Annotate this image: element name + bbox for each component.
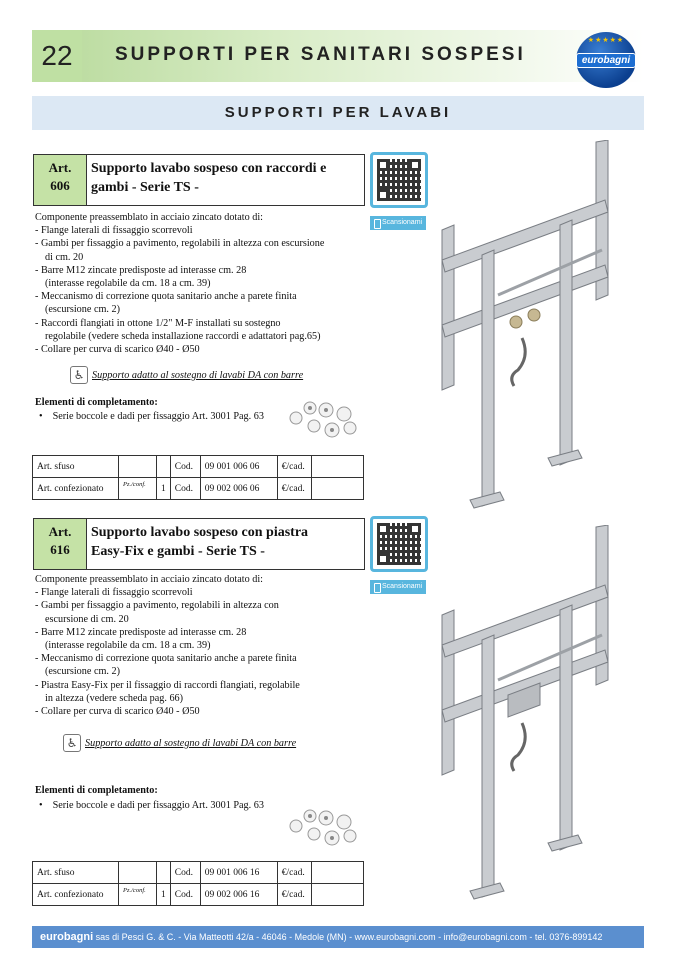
cell-price (311, 478, 363, 500)
desc-line: (escursione cm. 2) (45, 666, 120, 678)
support-frame-illustration (430, 140, 620, 515)
article-title-line1: Supporto lavabo sospeso con piastra (91, 525, 309, 540)
desc-line: regolabile (vedere scheda installazione raccordi e adattatori pag.65) (45, 330, 321, 342)
desc-line: di cm. 20 (45, 251, 84, 263)
article-number-box (34, 519, 87, 569)
article-description-616 (35, 573, 300, 718)
desc-line: - Raccordi flangiati in ottone 1/2" M-F installati su sostegno (35, 317, 281, 329)
wheelchair-icon: ♿ (70, 366, 88, 384)
completion-title: Elementi di completamento: (35, 785, 158, 796)
completion-item: • Serie boccole e dadi per fissaggio Art. 3001 Pag. 63 (35, 411, 264, 422)
article-label: Art. (48, 160, 72, 175)
article-number: 606 (50, 178, 70, 193)
cell-price (311, 456, 363, 478)
desc-line: - Collare per curva di scarico Ø40 - Ø50 (35, 706, 200, 718)
cell-pz: Pz./conf. (119, 478, 157, 500)
cell-cod: Cod. (170, 862, 200, 884)
cell-label: Art. sfuso (33, 862, 119, 884)
cell-qty: 1 (157, 884, 171, 906)
qr-block-606[interactable] (370, 152, 428, 230)
page-number: 22 (32, 30, 82, 82)
desc-line: - Barre M12 zincate predisposte ad interasse cm. 28 (35, 264, 247, 276)
desc-line: - Gambi per fissaggio a pavimento, regolabili in altezza con escursione (35, 238, 325, 250)
cell-price (311, 862, 363, 884)
desc-line: - Collare per curva di scarico Ø40 - Ø50 (35, 344, 200, 356)
scan-button[interactable]: Scansionami (370, 580, 426, 594)
cell-cod: Cod. (170, 884, 200, 906)
cell-unit: €/cad. (277, 478, 311, 500)
fittings-illustration (286, 806, 366, 850)
article-number: 616 (50, 542, 70, 557)
desc-line: - Barre M12 zincate predisposte ad interasse cm. 28 (35, 626, 247, 638)
eurobagni-logo (576, 32, 636, 88)
article-title (87, 519, 312, 569)
footer-contact: sas di Pesci G. & C. - Via Matteotti 42/a - 46046 - Medole (MN) - www.eurobagni.com - info@eurobagni.com - tel. 0376-899142 (93, 932, 603, 942)
scan-button[interactable]: Scansionami (370, 216, 426, 230)
desc-line: - Flange laterali di fissaggio scorrevoli (35, 225, 193, 237)
stars-icon: ★★★★★ (587, 36, 625, 44)
cell-label: Art. sfuso (33, 456, 119, 478)
cell-unit: €/cad. (277, 884, 311, 906)
desc-line: Componente preassemblato in acciaio zincato dotato di: (35, 212, 264, 223)
cell-qty: 1 (157, 478, 171, 500)
desc-line: - Meccanismo di correzione quota sanitario anche a parete finita (35, 291, 297, 303)
cell-empty (119, 862, 157, 884)
article-title (87, 155, 330, 205)
desc-line: - Gambi per fissaggio a pavimento, regolabili in altezza con (35, 600, 279, 612)
article-number-box (34, 155, 87, 205)
desc-line: (interasse regolabile da cm. 18 a cm. 39) (45, 640, 211, 652)
desc-line: Componente preassemblato in acciaio zincato dotato di: (35, 574, 264, 585)
cell-label: Art. confezionato (33, 884, 119, 906)
cell-empty (157, 862, 171, 884)
completion-item: • Serie boccole e dadi per fissaggio Art. 3001 Pag. 63 (35, 800, 264, 811)
cell-code: 09 001 006 06 (200, 456, 277, 478)
section-title: SUPPORTI PER LAVABI (224, 104, 452, 121)
cell-empty (157, 456, 171, 478)
cell-label: Art. confezionato (33, 478, 119, 500)
qr-block-616[interactable] (370, 516, 428, 594)
article-description-606 (35, 211, 324, 356)
article-title-line2: Easy-Fix e gambi - Serie TS - (91, 544, 265, 559)
cell-code: 09 001 006 16 (200, 862, 277, 884)
cell-unit: €/cad. (277, 456, 311, 478)
table-row (33, 884, 364, 906)
cell-code: 09 002 006 16 (200, 884, 277, 906)
completion-title: Elementi di completamento: (35, 397, 158, 408)
cell-code: 09 002 006 06 (200, 478, 277, 500)
support-frame-illustration (430, 525, 620, 910)
cell-unit: €/cad. (277, 862, 311, 884)
page-title: SUPPORTI PER SANITARI SOSPESI (115, 44, 526, 65)
article-header-616 (33, 518, 365, 570)
footer-bar (32, 926, 644, 948)
desc-line: - Piastra Easy-Fix per il fissaggio di raccordi flangiati, regolabile (35, 679, 300, 691)
article-label: Art. (48, 524, 72, 539)
desc-line: - Meccanismo di correzione quota sanitario anche a parete finita (35, 653, 297, 665)
desc-line: (escursione cm. 2) (45, 304, 120, 316)
disabled-support-note (70, 366, 303, 384)
price-table-606 (32, 455, 364, 500)
desc-line: - Flange laterali di fissaggio scorrevoli (35, 587, 193, 599)
da-note-text: Supporto adatto al sostegno di lavabi DA con barre (85, 737, 297, 749)
desc-line: (interasse regolabile da cm. 18 a cm. 39) (45, 278, 211, 290)
qr-code-icon[interactable] (370, 516, 428, 572)
disabled-support-note (63, 734, 296, 752)
cell-price (311, 884, 363, 906)
fittings-illustration (286, 400, 366, 440)
desc-line: in altezza (vedere scheda pag. 66) (45, 692, 184, 704)
table-row (33, 456, 364, 478)
da-note-text: Supporto adatto al sostegno di lavabi DA con barre (92, 369, 304, 381)
desc-line: escursione di cm. 20 (45, 613, 129, 625)
wheelchair-icon: ♿ (63, 734, 81, 752)
qr-code-icon[interactable] (370, 152, 428, 208)
cell-empty (119, 456, 157, 478)
article-header-606 (33, 154, 365, 206)
cell-cod: Cod. (170, 478, 200, 500)
cell-pz: Pz./conf. (119, 884, 157, 906)
article-title-line1: Supporto lavabo sospeso con raccordi e (91, 161, 327, 176)
price-table-616 (32, 861, 364, 906)
table-row (33, 478, 364, 500)
cell-cod: Cod. (170, 456, 200, 478)
table-row (33, 862, 364, 884)
footer-brand: eurobagni (40, 931, 94, 943)
logo-text: eurobagni (576, 53, 636, 68)
article-title-line2: gambi - Serie TS - (91, 180, 199, 195)
